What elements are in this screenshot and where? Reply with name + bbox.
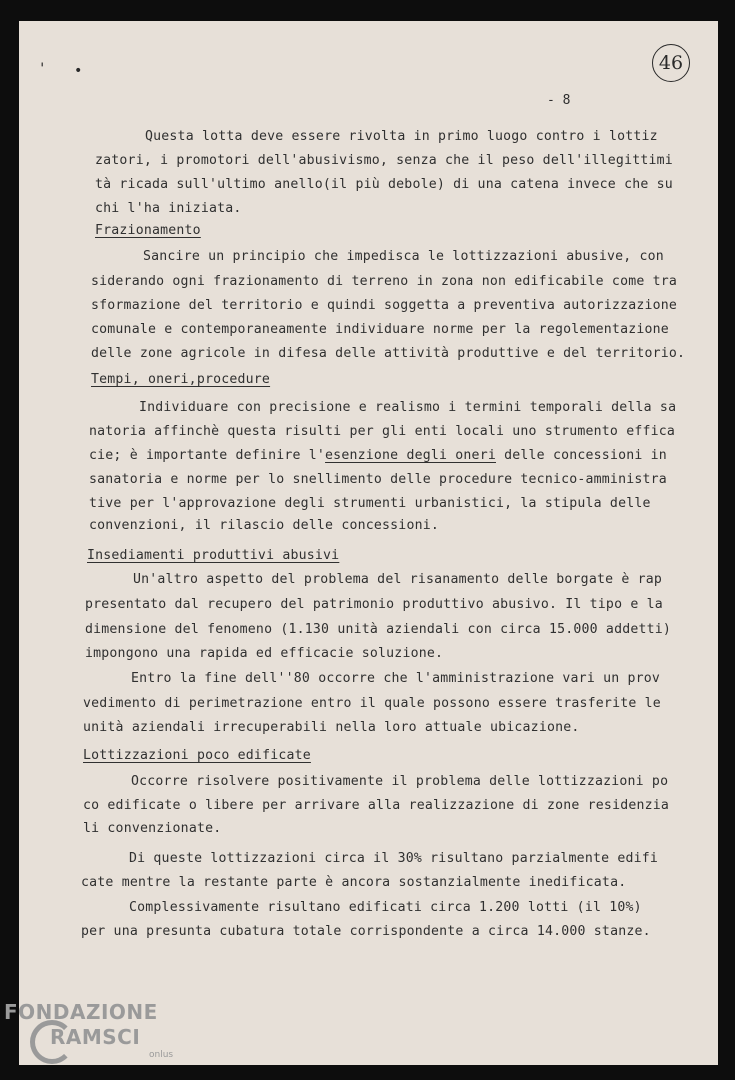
section-heading: Tempi, oneri,procedure [91, 372, 271, 387]
text-line: tive per l'approvazione degli strumenti urbanistici, la stipula delle [89, 496, 651, 511]
section-heading: Frazionamento [95, 223, 201, 238]
document-page [19, 21, 718, 1065]
watermark-line2: RAMSCI [50, 1025, 141, 1049]
underlined-phrase: esenzione degli oneri [325, 448, 496, 463]
text-line: co edificate o libere per arrivare alla realizzazione di zone residenzia [83, 798, 670, 813]
text-line: unità aziendali irrecuperabili nella loro attuale ubicazione. [83, 720, 580, 735]
text-line: Sancire un principio che impedisca le lottizzazioni abusive, con [143, 249, 664, 264]
text-line: vedimento di perimetrazione entro il quale possono essere trasferite le [83, 696, 661, 711]
section-heading: Insediamenti produttivi abusivi [87, 548, 340, 563]
text-line: Questa lotta deve essere rivolta in primo luogo contro i lottiz [145, 129, 658, 144]
text-line: sformazione del territorio e quindi soggetta a preventiva autorizzazione [91, 298, 678, 313]
text-line: Di queste lottizzazioni circa il 30% risultano parzialmente edifi [129, 851, 659, 866]
text-line: cie; è importante definire l'esenzione degli oneri delle concessioni in [89, 448, 667, 463]
watermark-line1: FONDAZIONE [4, 1000, 158, 1024]
text-line: Entro la fine dell''80 occorre che l'amministrazione vari un prov [131, 671, 661, 686]
circled-page-number: 46 [652, 44, 690, 82]
section-heading: Lottizzazioni poco edificate [83, 748, 311, 763]
text-line: Occorre risolvere positivamente il problema delle lottizzazioni po [131, 774, 669, 789]
text-line: comunale e contemporaneamente individuare norme per la regolementazione [91, 322, 669, 337]
page-number: - 8 [547, 93, 571, 108]
margin-mark: ' [38, 61, 47, 77]
text-line: dimensione del fenomeno (1.130 unità aziendali con circa 15.000 addetti) [85, 622, 672, 637]
text-line: Complessivamente risultano edificati circa 1.200 lotti (il 10%) [129, 900, 642, 915]
text-line: impongono una rapida ed efficacie soluzione. [85, 646, 444, 661]
text-line: delle zone agricole in difesa delle attività produttive e del territorio. [91, 346, 686, 361]
text-line: Un'altro aspetto del problema del risanamento delle borgate è rap [133, 572, 663, 587]
text-line: cate mentre la restante parte è ancora sostanzialmente inedificata. [81, 875, 627, 890]
text-line: sanatoria e norme per lo snellimento delle procedure tecnico-amministra [89, 472, 667, 487]
text-line: li convenzionate. [83, 821, 222, 836]
text-line: presentato dal recupero del patrimonio produttivo abusivo. Il tipo e la [85, 597, 663, 612]
text-line: tà ricada sull'ultimo anello(il più debole) di una catena invece che su [95, 177, 673, 192]
margin-dot: • [74, 63, 83, 79]
text-line: Individuare con precisione e realismo i termini temporali della sa [139, 400, 677, 415]
text-line: zatori, i promotori dell'abusivismo, senza che il peso dell'illegittimi [95, 153, 673, 168]
text-line: convenzioni, il rilascio delle concessioni. [89, 518, 440, 533]
text-line: per una presunta cubatura totale corrispondente a circa 14.000 stanze. [81, 924, 651, 939]
text-line: siderando ogni frazionamento di terreno in zona non edificabile come tra [91, 274, 678, 289]
text-line: natoria affinchè questa risulti per gli enti locali uno strumento effica [89, 424, 676, 439]
watermark-logo [4, 1000, 184, 1076]
watermark-suffix: onlus [149, 1050, 174, 1060]
text-line: chi l'ha iniziata. [95, 201, 242, 216]
